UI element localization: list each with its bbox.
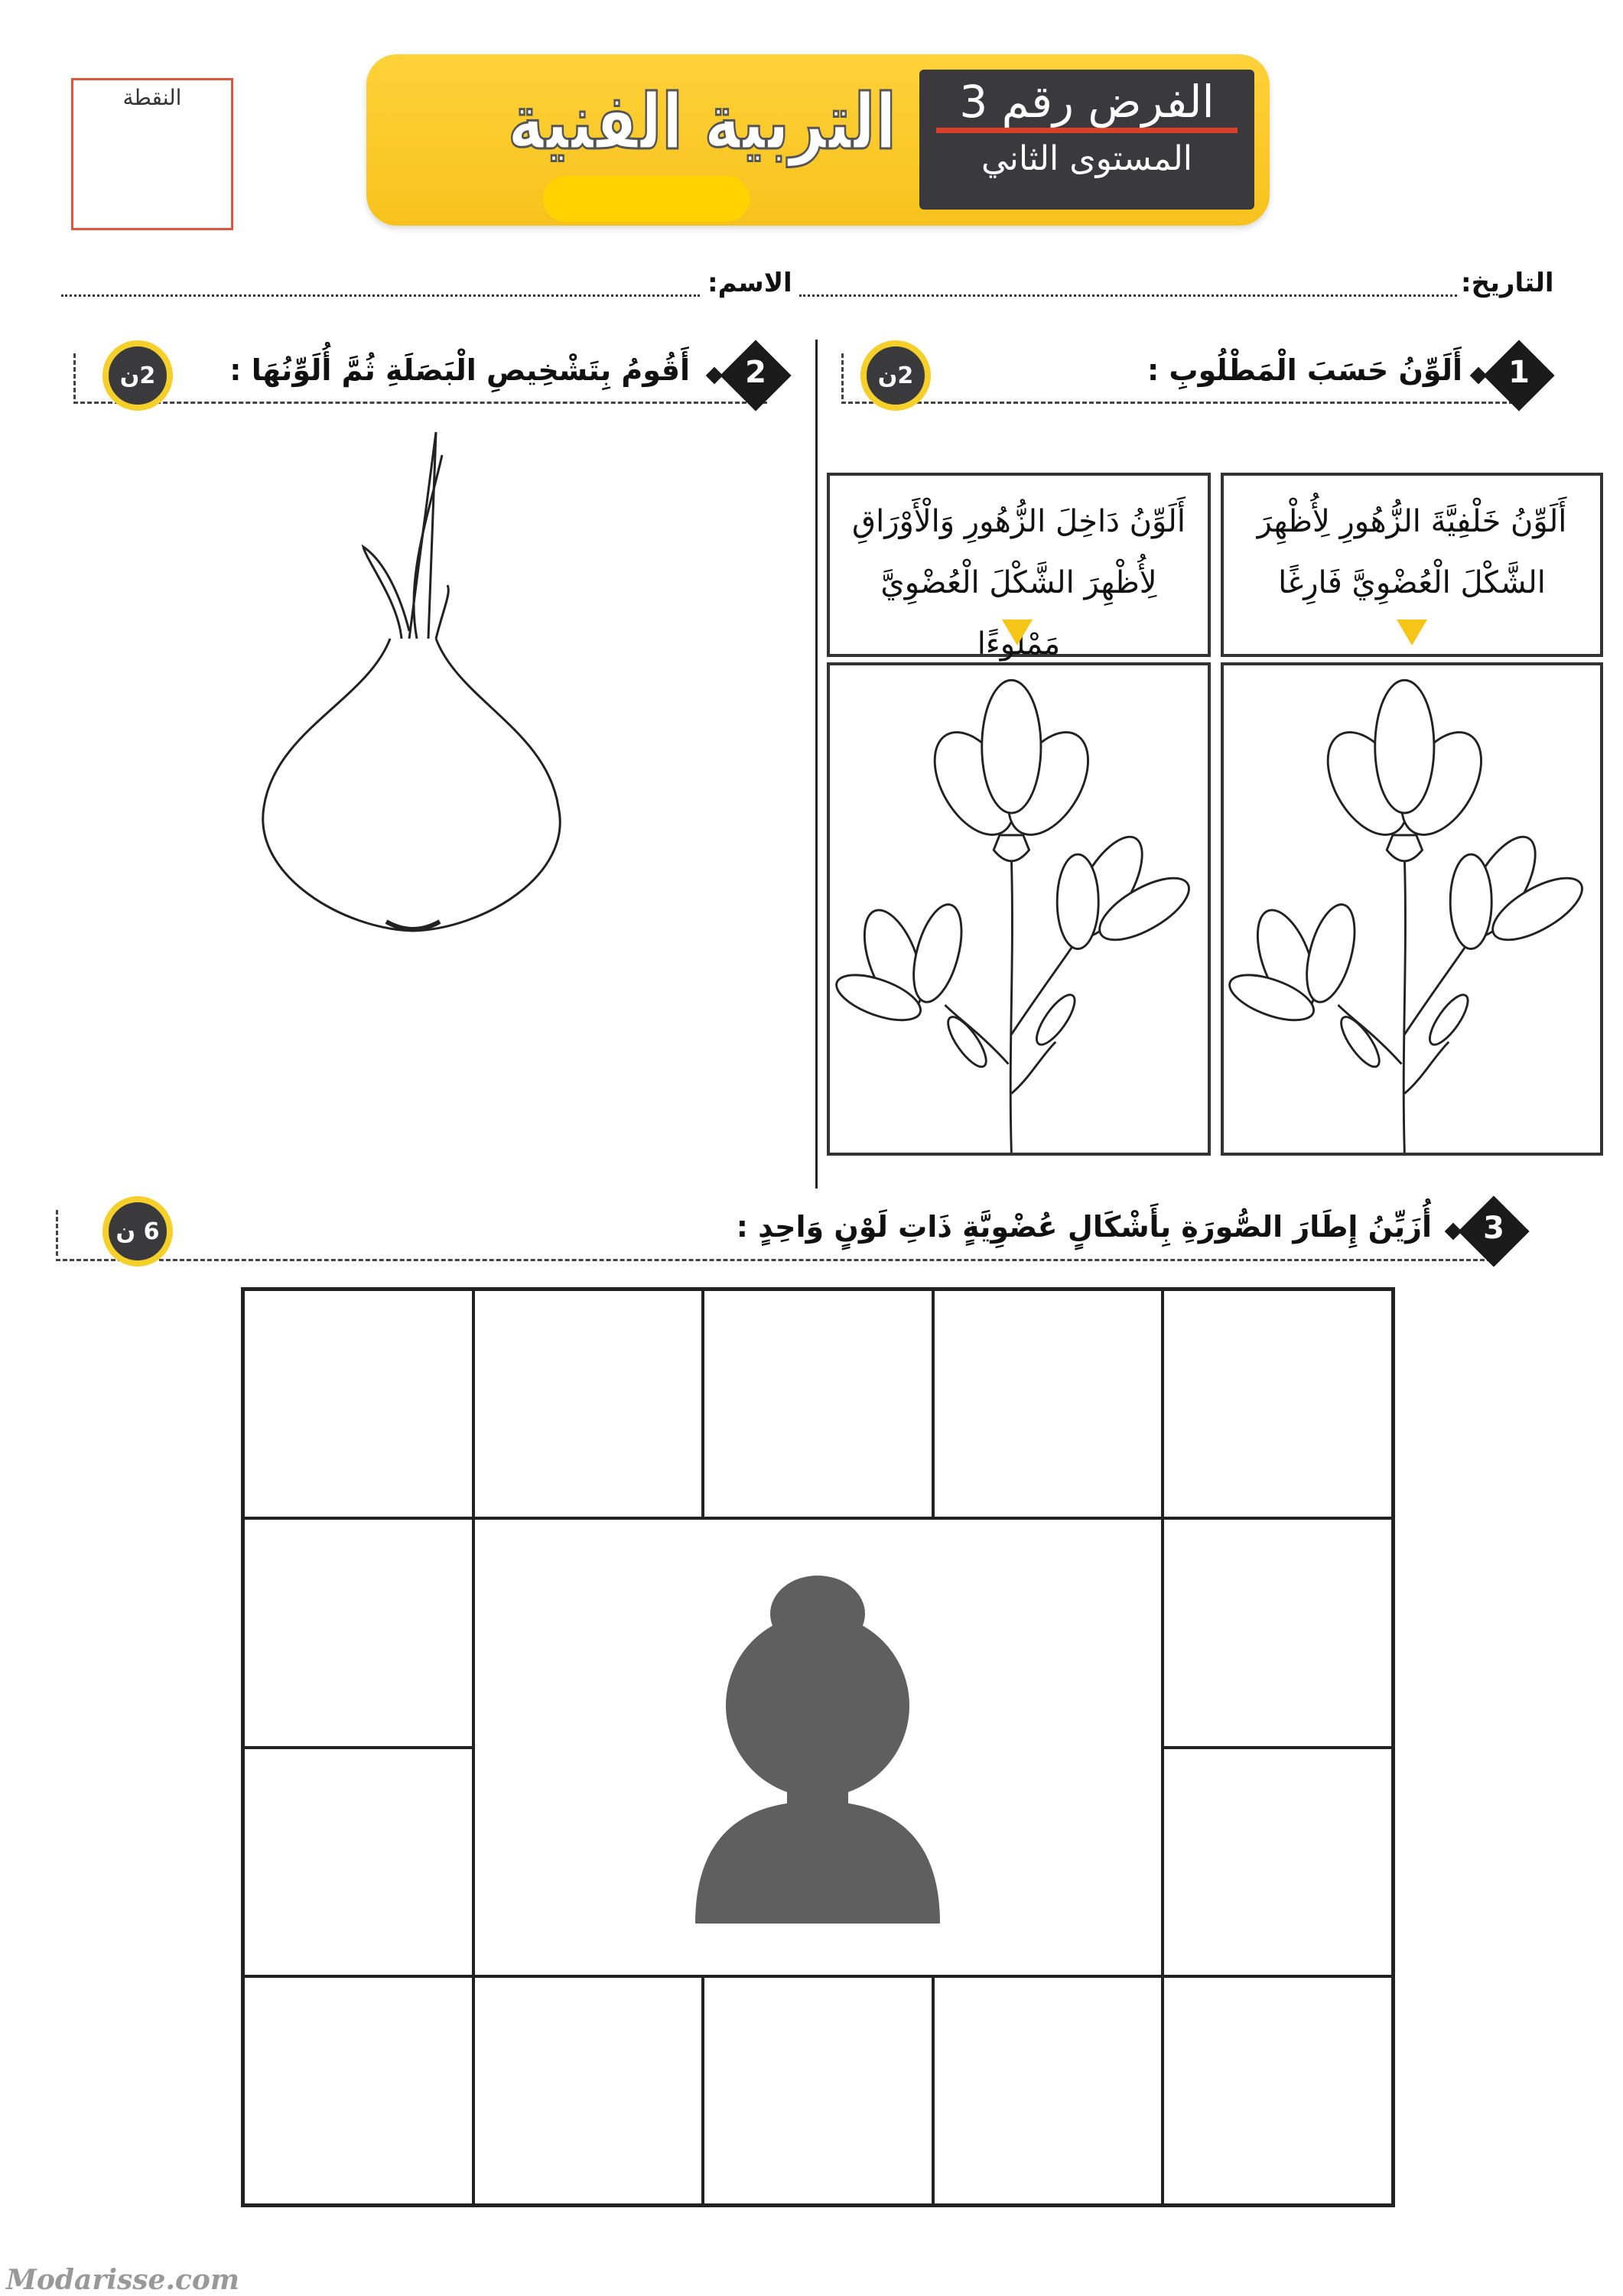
exam-number: الفرض رقم 3: [959, 76, 1215, 128]
frame-cell[interactable]: [1163, 1289, 1393, 1518]
frame-cell[interactable]: [1163, 1976, 1393, 2205]
frame-cell[interactable]: [243, 1289, 473, 1518]
q1-points: 2ن: [860, 340, 931, 411]
score-box[interactable]: [71, 78, 233, 230]
level: المستوى الثاني: [981, 139, 1192, 178]
q1-number: 1: [1508, 355, 1530, 390]
frame-cell[interactable]: [703, 1976, 933, 2205]
q2-number: 2: [745, 355, 766, 390]
picture-area: [473, 1518, 1163, 1976]
bullet-icon: [1445, 1223, 1462, 1241]
date-label: التاريخ:: [1461, 268, 1554, 298]
flower-illustration: [1224, 665, 1600, 1153]
frame-cell[interactable]: [1163, 1518, 1393, 1747]
q1-title: أَلَوِّنُ حَسَبَ الْمَطْلُوبِ :: [1147, 353, 1462, 387]
q3-points: 6 ن: [102, 1196, 173, 1267]
frame-grid: [241, 1287, 1395, 2207]
q3-number: 3: [1483, 1211, 1504, 1246]
frame-cell[interactable]: [243, 1518, 473, 1747]
name-label: الاسم:: [707, 268, 792, 298]
date-field[interactable]: [799, 294, 1457, 297]
flower-drawing-inside[interactable]: [827, 662, 1211, 1156]
q1-bracket: [841, 353, 844, 399]
q3-underline: [56, 1259, 1491, 1261]
arrow-down-icon: [1397, 620, 1427, 646]
frame-cell[interactable]: [933, 1976, 1163, 2205]
frame-cell[interactable]: [243, 1976, 473, 2205]
q2-bracket: [73, 353, 76, 399]
frame-cell[interactable]: [1163, 1748, 1393, 1976]
flower-drawing-background[interactable]: [1221, 662, 1603, 1156]
instruction-background: أَلَوِّنُ خَلْفِيَّةَ الزُّهُورِ لِأُظْهِرَ الشَّكْلَ الْعُضْوِيَّ فَارِغًا: [1221, 473, 1603, 657]
frame-cell[interactable]: [473, 1289, 704, 1518]
q2-underline: [73, 402, 767, 404]
bullet-icon: [1470, 367, 1488, 385]
frame-cell[interactable]: [473, 1976, 704, 2205]
q2-title: أَقُومُ بِتَشْخِيصِ الْبَصَلَةِ ثُمَّ أُلَوِّنُهَا :: [229, 353, 690, 387]
divider: [936, 128, 1238, 133]
score-label: النقطة: [122, 85, 182, 110]
footer-watermark: Modarisse.com: [6, 2264, 239, 2296]
person-silhouette-icon: [695, 1572, 940, 1924]
frame-cell[interactable]: [243, 1748, 473, 1976]
onion-drawing[interactable]: [252, 424, 574, 945]
frame-cell[interactable]: [703, 1289, 933, 1518]
frame-cell[interactable]: [933, 1289, 1163, 1518]
flower-illustration: [830, 665, 1208, 1153]
instruction-inside: أَلَوِّنُ دَاخِلَ الزُّهُورِ وَالْأَوْرَاقِ لِأُظْهِرَ الشَّكْلَ الْعُضْوِيَّ مَمْلُوءًا: [827, 473, 1211, 657]
q3-title: أُزَيِّنُ إِطَارَ الصُّورَةِ بِأَشْكَالٍ عُضْوِيَّةٍ ذَاتِ لَوْنٍ وَاحِدٍ :: [736, 1210, 1432, 1244]
bullet-icon: [706, 367, 724, 385]
q3-bracket: [56, 1210, 58, 1256]
column-divider: [815, 340, 818, 1189]
exam-info: [919, 70, 1254, 210]
arrow-down-icon: [1002, 620, 1033, 646]
q2-points: 2ن: [102, 340, 173, 411]
yellow-blot: [543, 176, 750, 222]
name-field[interactable]: [61, 294, 700, 297]
subject-title: التربية الفنية: [508, 77, 896, 167]
q1-underline: [841, 402, 1521, 404]
